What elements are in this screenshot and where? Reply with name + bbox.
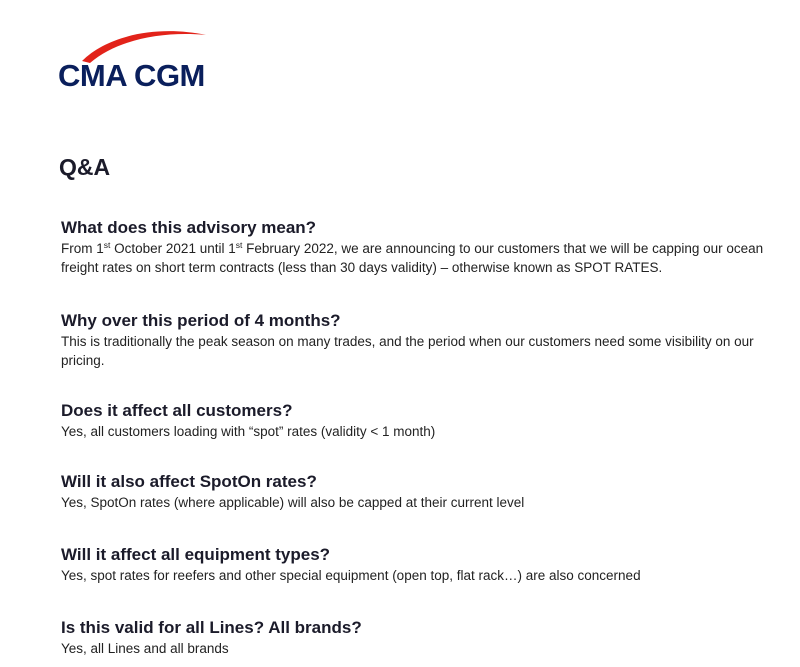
- question: Will it also affect SpotOn rates?: [61, 472, 317, 491]
- answer: Yes, all customers loading with “spot” rates (validity < 1 month): [61, 424, 436, 439]
- question: Does it affect all customers?: [61, 401, 293, 420]
- answer-part: February 2022, we are announcing to our customers that we will be capping our ocean freight rates on short term contracts (less than 30 days validity) – otherwise known as SPOT RATES.: [61, 241, 764, 275]
- company-logo: [58, 25, 218, 100]
- qa-item: [61, 311, 781, 370]
- question: Why over this period of 4 months?: [61, 311, 341, 330]
- question: Will it affect all equipment types?: [61, 545, 331, 564]
- page-title: Q&A: [59, 154, 111, 180]
- qa-item: [61, 401, 781, 441]
- answer: [61, 239, 781, 277]
- logo-text: CMA CGM: [58, 58, 205, 93]
- qa-item: [61, 472, 781, 512]
- question: Is this valid for all Lines? All brands?: [61, 618, 362, 637]
- qa-item: [61, 218, 781, 277]
- qa-item: [61, 618, 781, 658]
- ordinal-suffix: st: [103, 240, 111, 250]
- answer: Yes, SpotOn rates (where applicable) will also be capped at their current level: [61, 495, 525, 510]
- answer: Yes, all Lines and all brands: [61, 641, 229, 656]
- answer: This is traditionally the peak season on many trades, and the period when our customers need some visibility on our pricing.: [61, 334, 754, 368]
- answer-part: October 2021 until 1: [110, 241, 236, 256]
- qa-item: [61, 545, 781, 585]
- answer-part: From 1: [61, 241, 104, 256]
- question: What does this advisory mean?: [61, 218, 317, 237]
- answer: Yes, spot rates for reefers and other special equipment (open top, flat rack…) are also concerned: [61, 568, 641, 583]
- ordinal-suffix: st: [235, 240, 243, 250]
